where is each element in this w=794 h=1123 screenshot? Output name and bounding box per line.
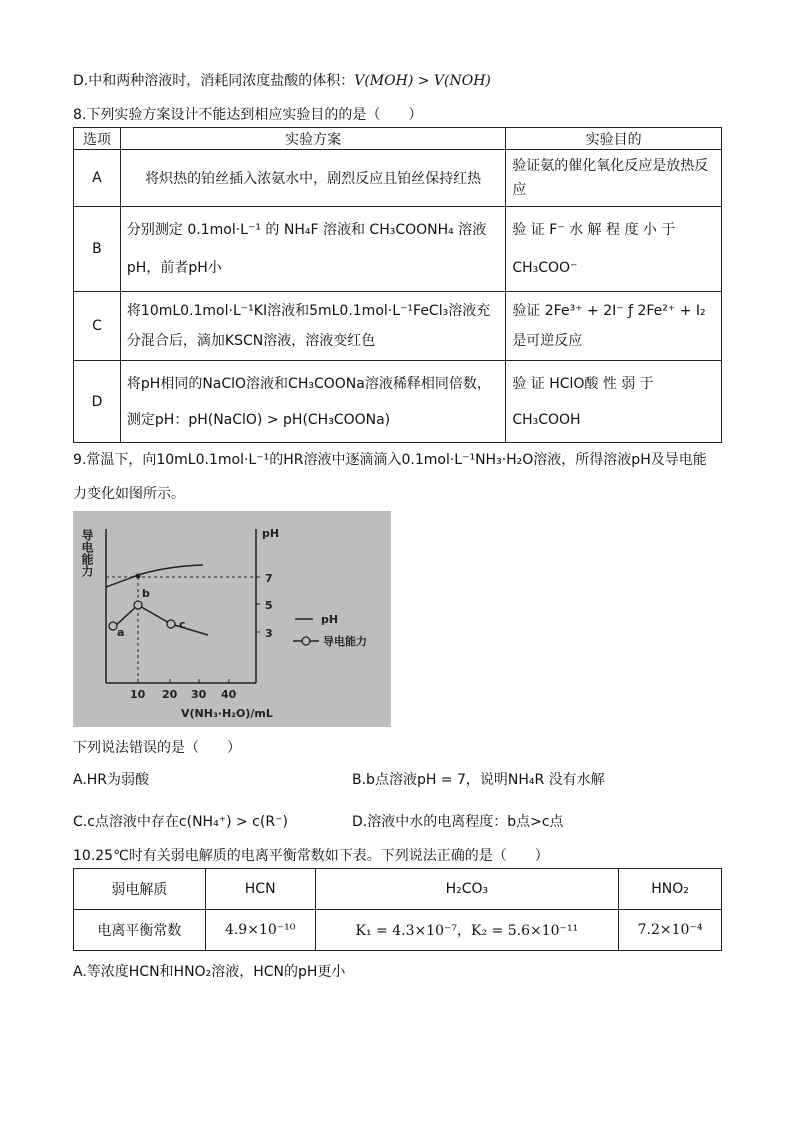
legend-cond-marker xyxy=(302,637,310,645)
q9-option-a: A.HR为弱酸 xyxy=(73,772,150,788)
label-b: b xyxy=(142,587,150,600)
q8-row-c-option: C xyxy=(74,292,121,361)
q8-row-b-option: B xyxy=(74,207,121,292)
q9-option-b: B.b点溶液pH = 7，说明NH₄R 没有水解 xyxy=(352,772,605,788)
q9-option-c: C.c点溶液中存在c(NH₄⁺) > c(R⁻) xyxy=(73,814,288,830)
ph-curve xyxy=(106,565,203,587)
point-b-marker xyxy=(134,601,142,609)
q9-stem-line2: 力变化如图所示。 xyxy=(73,486,185,502)
label-a: a xyxy=(117,626,125,639)
label-c: c xyxy=(179,618,186,631)
ph-point-b xyxy=(136,574,141,579)
q8-stem: 8.下列实验方案设计不能达到相应实验目的的是（ ） xyxy=(73,107,423,123)
q8-row-b-goal xyxy=(506,207,722,292)
q8-row-b-plan: 分别测定 0.1mol·L⁻¹ 的 NH₄F 溶液和 CH₃COONH₄ 溶液 pH，前者pH小 xyxy=(120,207,505,292)
q8-table xyxy=(73,127,722,443)
q9-question: 下列说法错误的是（ ） xyxy=(73,740,241,756)
q7-option-d xyxy=(73,71,491,91)
q8-row-c-plan: 将10mL0.1mol·L⁻¹KI溶液和5mL0.1mol·L⁻¹FeCl₃溶液充分混合后，滴加KSCN溶液，溶液变红色 xyxy=(120,292,505,361)
x-label-20: 20 xyxy=(162,688,178,701)
q10-value-h2co3: K₁ = 4.3×10⁻⁷，K₂ = 5.6×10⁻¹¹ xyxy=(315,910,618,951)
q8-row-a-plan: 将炽热的铂丝插入浓氨水中，剧烈反应且铂丝保持红热 xyxy=(120,150,505,207)
q8-row-a-option: A xyxy=(74,150,121,207)
q10-header-h2co3: H₂CO₃ xyxy=(315,869,618,910)
q8-row-d-plan-line1: 将pH相同的NaClO溶液和CH₃COONa溶液稀释相同倍数， xyxy=(126,375,491,392)
q10-table xyxy=(73,868,722,951)
q8-header-row xyxy=(74,128,722,150)
q9-option-d: D.溶液中水的电离程度：b点>c点 xyxy=(352,814,564,830)
legend-cond-label: 导电能力 xyxy=(323,635,367,648)
x-label-10: 10 xyxy=(130,688,146,701)
tick-label-7: 7 xyxy=(265,572,273,585)
q8-row-a xyxy=(74,150,722,207)
point-a-marker xyxy=(109,622,117,630)
q7-option-d-expr: V(MOH) > V(NOH) xyxy=(354,73,491,89)
x-axis-label: V(NH₃·H₂O)/mL xyxy=(181,707,273,720)
q8-row-c xyxy=(74,292,722,361)
q9-figure-svg xyxy=(73,511,391,727)
q7-option-d-text: D.中和两种溶液时，消耗同浓度盐酸的体积： xyxy=(73,73,355,89)
q8-row-d-goal-line1: 验 证 HClO酸 性 弱 于 xyxy=(512,375,654,392)
q10-value-hcn: 4.9×10⁻¹⁰ xyxy=(205,910,315,951)
tick-label-3: 3 xyxy=(265,627,273,640)
q9-stem-line1: 9.常温下，向10mL0.1mol·L⁻¹的HR溶液中逐滴滴入0.1mol·L⁻¹NH₃·H₂O溶液，所得溶液pH及导电能 xyxy=(73,452,707,468)
q8-header-option: 选项 xyxy=(74,128,121,150)
q10-value-row xyxy=(74,910,722,951)
tick-label-5: 5 xyxy=(265,599,273,612)
q8-row-d-option: D xyxy=(74,361,121,443)
q8-row-d xyxy=(74,361,722,443)
q10-header-hno2: HNO₂ xyxy=(619,869,722,910)
q8-row-d-goal xyxy=(506,361,722,443)
q10-header-row xyxy=(74,869,722,910)
q8-row-c-goal-line2: 是可逆反应 xyxy=(512,333,583,349)
right-axis-label: pH xyxy=(262,527,280,540)
q8-header-goal: 实验目的 xyxy=(506,128,722,150)
conductivity-curve xyxy=(113,605,208,635)
q10-option-a: A.等浓度HCN和HNO₂溶液，HCN的pH更小 xyxy=(73,964,346,980)
q10-stem: 10.25℃时有关弱电解质的电离平衡常数如下表。下列说法正确的是（ ） xyxy=(73,848,549,864)
q10-row-label: 电离平衡常数 xyxy=(74,910,206,951)
q8-row-b xyxy=(74,207,722,292)
q10-value-hno2: 7.2×10⁻⁴ xyxy=(619,910,722,951)
q10-header-hcn: HCN xyxy=(205,869,315,910)
q10-header-label: 弱电解质 xyxy=(74,869,206,910)
q8-row-c-goal xyxy=(506,292,722,361)
q8-header-plan: 实验方案 xyxy=(120,128,505,150)
q9-figure xyxy=(73,511,391,727)
q8-row-c-goal-line1: 验证 2Fe³⁺ + 2I⁻ ƒ 2Fe²⁺ + I₂ xyxy=(512,303,706,319)
left-axis-label: 导电能力 xyxy=(80,529,94,577)
x-label-40: 40 xyxy=(221,688,237,701)
x-label-30: 30 xyxy=(191,688,207,701)
legend-ph-label: pH xyxy=(321,613,339,626)
point-c-marker xyxy=(167,620,175,628)
q8-row-b-goal-line1: 验 证 F⁻ 水 解 程 度 小 于 xyxy=(512,222,676,238)
q8-row-d-plan-line2: 测定pH：pH(NaClO) > pH(CH₃COONa) xyxy=(126,411,391,428)
q8-row-d-plan xyxy=(120,361,505,443)
q8-row-a-goal: 验证氨的催化氧化反应是放热反应 xyxy=(506,150,722,207)
q8-row-b-goal-line2: CH₃COO⁻ xyxy=(512,260,578,276)
q8-row-d-goal-line2: CH₃COOH xyxy=(512,411,581,428)
